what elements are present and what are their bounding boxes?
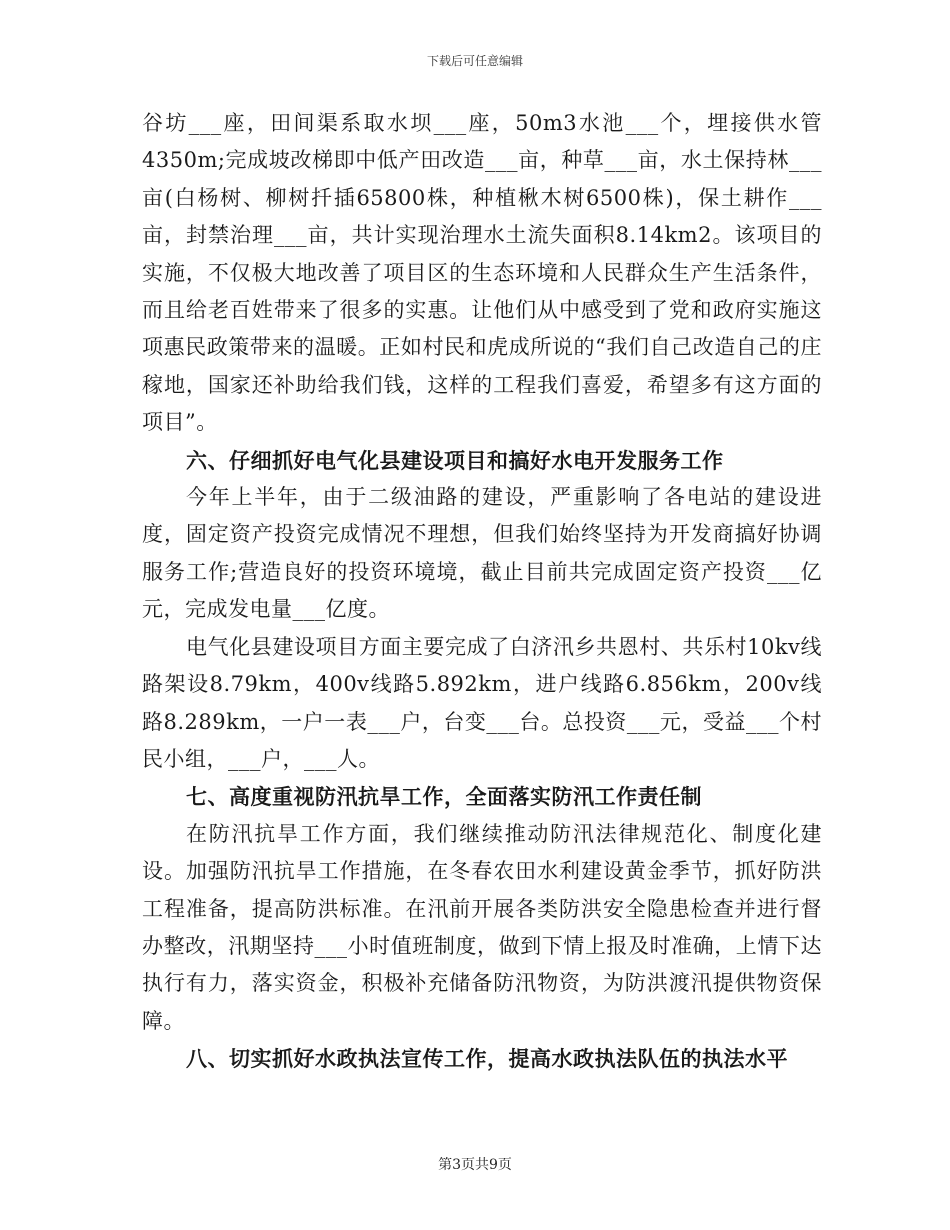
paragraph-water-conservation-results: 谷坊___座，田间渠系取水坝___座，50m3水池___个，埋接供水管4350m;完成坡改梯即中低产田改造___亩，种草___亩，水土保持林___亩(白杨树、柳树扦插65800株，种植楸木树6500株)，保土耕作___亩，封禁治理___亩，共计实现治理水土流失面积8.14km2。该项目的实施，不仅极大地改善了项目区的生态环境和人民群众生产生活条件，而且给老百姓带来了很多的实惠。让他们从中感受到了党和政府实施这项惠民政策带来的温暖。正如村民和虎成所说的“我们自己改造自己的庄稼地，国家还补助给我们钱，这样的工程我们喜爱，希望多有这方面的项目”。 (142, 111, 822, 435)
page-number: 第3页共9页 (438, 1157, 512, 1173)
paragraph-flood-control: 在防汛抗旱工作方面，我们继续推动防汛法律规范化、制度化建设。加强防汛抗旱工作措施，在冬春农田水利建设黄金季节，抓好防洪工程准备，提高防洪标准。在汛前开展各类防洪安全隐患检查并进行督办整改，汛期坚持___小时值班制度，做到下情上报及时准确，上情下达执行有力，落实资金，积极补充储备防汛物资，为防洪渡汛提供物资保障。 (142, 821, 822, 1033)
page-header: 下载后可任意编辑 (426, 54, 523, 68)
section-heading-7: 七、高度重视防汛抗旱工作，全面落实防汛工作责任制 (186, 784, 702, 810)
section-heading-8: 八、切实抓好水政执法宣传工作，提高水政执法队伍的执法水平 (186, 1046, 788, 1072)
document-body (142, 105, 822, 1078)
section-heading-6: 六、仔细抓好电气化县建设项目和搞好水电开发服务工作 (186, 447, 724, 473)
paragraph-investment-progress: 今年上半年，由于二级油路的建设，严重影响了各电站的建设进度，固定资产投资完成情况不理想，但我们始终坚持为开发商搞好协调服务工作;营造良好的投资环境境，截止目前共完成固定资产投资___亿元，完成发电量___亿度。 (142, 485, 822, 622)
paragraph-electrification-project: 电气化县建设项目方面主要完成了白济汛乡共恩村、共乐村10kv线路架设8.79km，400v线路5.892km，进户线路6.856km，200v线路8.289km，一户一表___户，台变___台。总投资___元，受益___个村民小组，___户，___人。 (142, 634, 822, 771)
